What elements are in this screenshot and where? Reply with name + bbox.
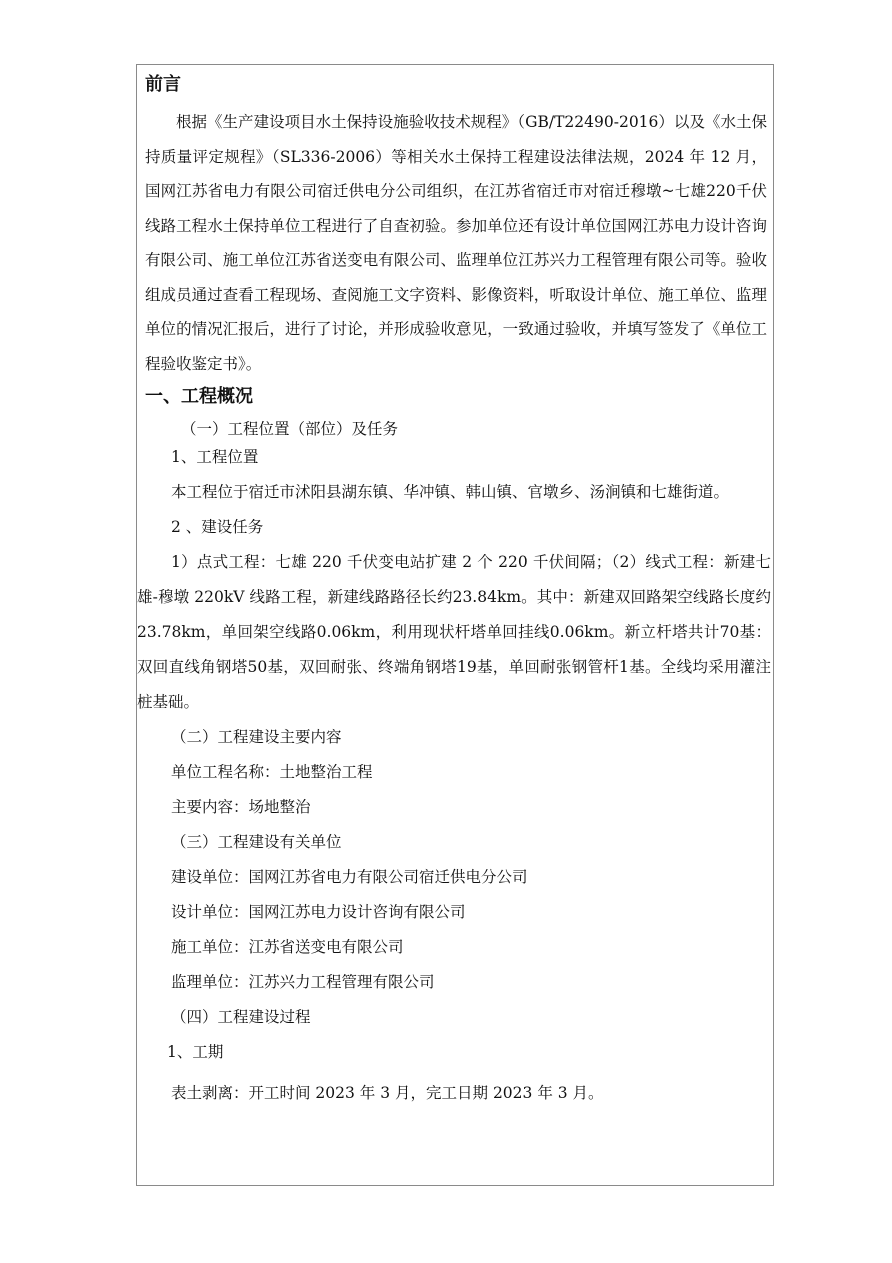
- subsection-location-heading: （一）工程位置（部位）及任务: [181, 420, 399, 438]
- item-task-heading: 2 、建设任务: [171, 518, 264, 536]
- subsection-process-heading: （四）工程建设过程: [171, 1008, 311, 1026]
- unit-name: 单位工程名称：土地整治工程: [171, 763, 373, 781]
- item-location-heading: 1、工程位置: [171, 448, 259, 466]
- builder-unit: 建设单位：国网江苏省电力有限公司宿迁供电分公司: [171, 868, 528, 886]
- subsection-units-heading: （三）工程建设有关单位: [171, 833, 342, 851]
- preface-body: 根据《生产建设项目水土保持设施验收技术规程》（GB/T22490-2016）以及《水土保持质量评定规程》（SL336-2006）等相关水土保持工程建设法律法规，2024 年 12 月，国网江苏省电力有限公司宿迁供电分公司组织，在江苏省宿迁市对宿迁穆墩~七雄220千伏线路工程水土保持单位工程进行了自查初验。参加单位还有设计单位国网江苏电力设计咨询有限公司、施工单位江苏省送变电有限公司、监理单位江苏兴力工程管理有限公司等。验收组成员通过查看工程现场、查阅施工文字资料、影像资料，听取设计单位、施工单位、监理单位的情况汇报后，进行了讨论，并形成验收意见，一致通过验收，并填写签发了《单位工程验收鉴定书》。: [145, 113, 767, 373]
- location-text: 本工程位于宿迁市沭阳县湖东镇、华冲镇、韩山镇、官墩乡、汤涧镇和七雄街道。: [171, 483, 730, 501]
- document-content: [137, 65, 773, 1111]
- subsection-content-heading: （二）工程建设主要内容: [171, 728, 342, 746]
- main-content: 主要内容：场地整治: [171, 798, 311, 816]
- topsoil-text: 表土剥离：开工时间 2023 年 3 月，完工日期 2023 年 3 月。: [171, 1084, 604, 1102]
- designer-unit: 设计单位：国网江苏电力设计咨询有限公司: [171, 903, 466, 921]
- preface-heading: 前言: [145, 74, 181, 95]
- supervisor-unit: 监理单位：江苏兴力工程管理有限公司: [171, 973, 435, 991]
- constructor-unit: 施工单位：江苏省送变电有限公司: [171, 938, 404, 956]
- period-heading: 1、工期: [167, 1043, 224, 1061]
- document-frame: [136, 64, 774, 1186]
- section1-heading: 一、工程概况: [145, 386, 253, 407]
- task-text: 1）点式工程：七雄 220 千伏变电站扩建 2 个 220 千伏间隔；（2）线式工程：新建七雄-穆墩 220kV 线路工程，新建线路路径长约23.84km。其中：新建双回路架空线路长度约23.78km，单回架空线路0.06km，利用现状杆塔单回挂线0.06km。新立杆塔共计70基：双回直线角钢塔50基，双回耐张、终端角钢塔19基，单回耐张钢管杆1基。全线均采用灌注桩基础。: [137, 553, 771, 711]
